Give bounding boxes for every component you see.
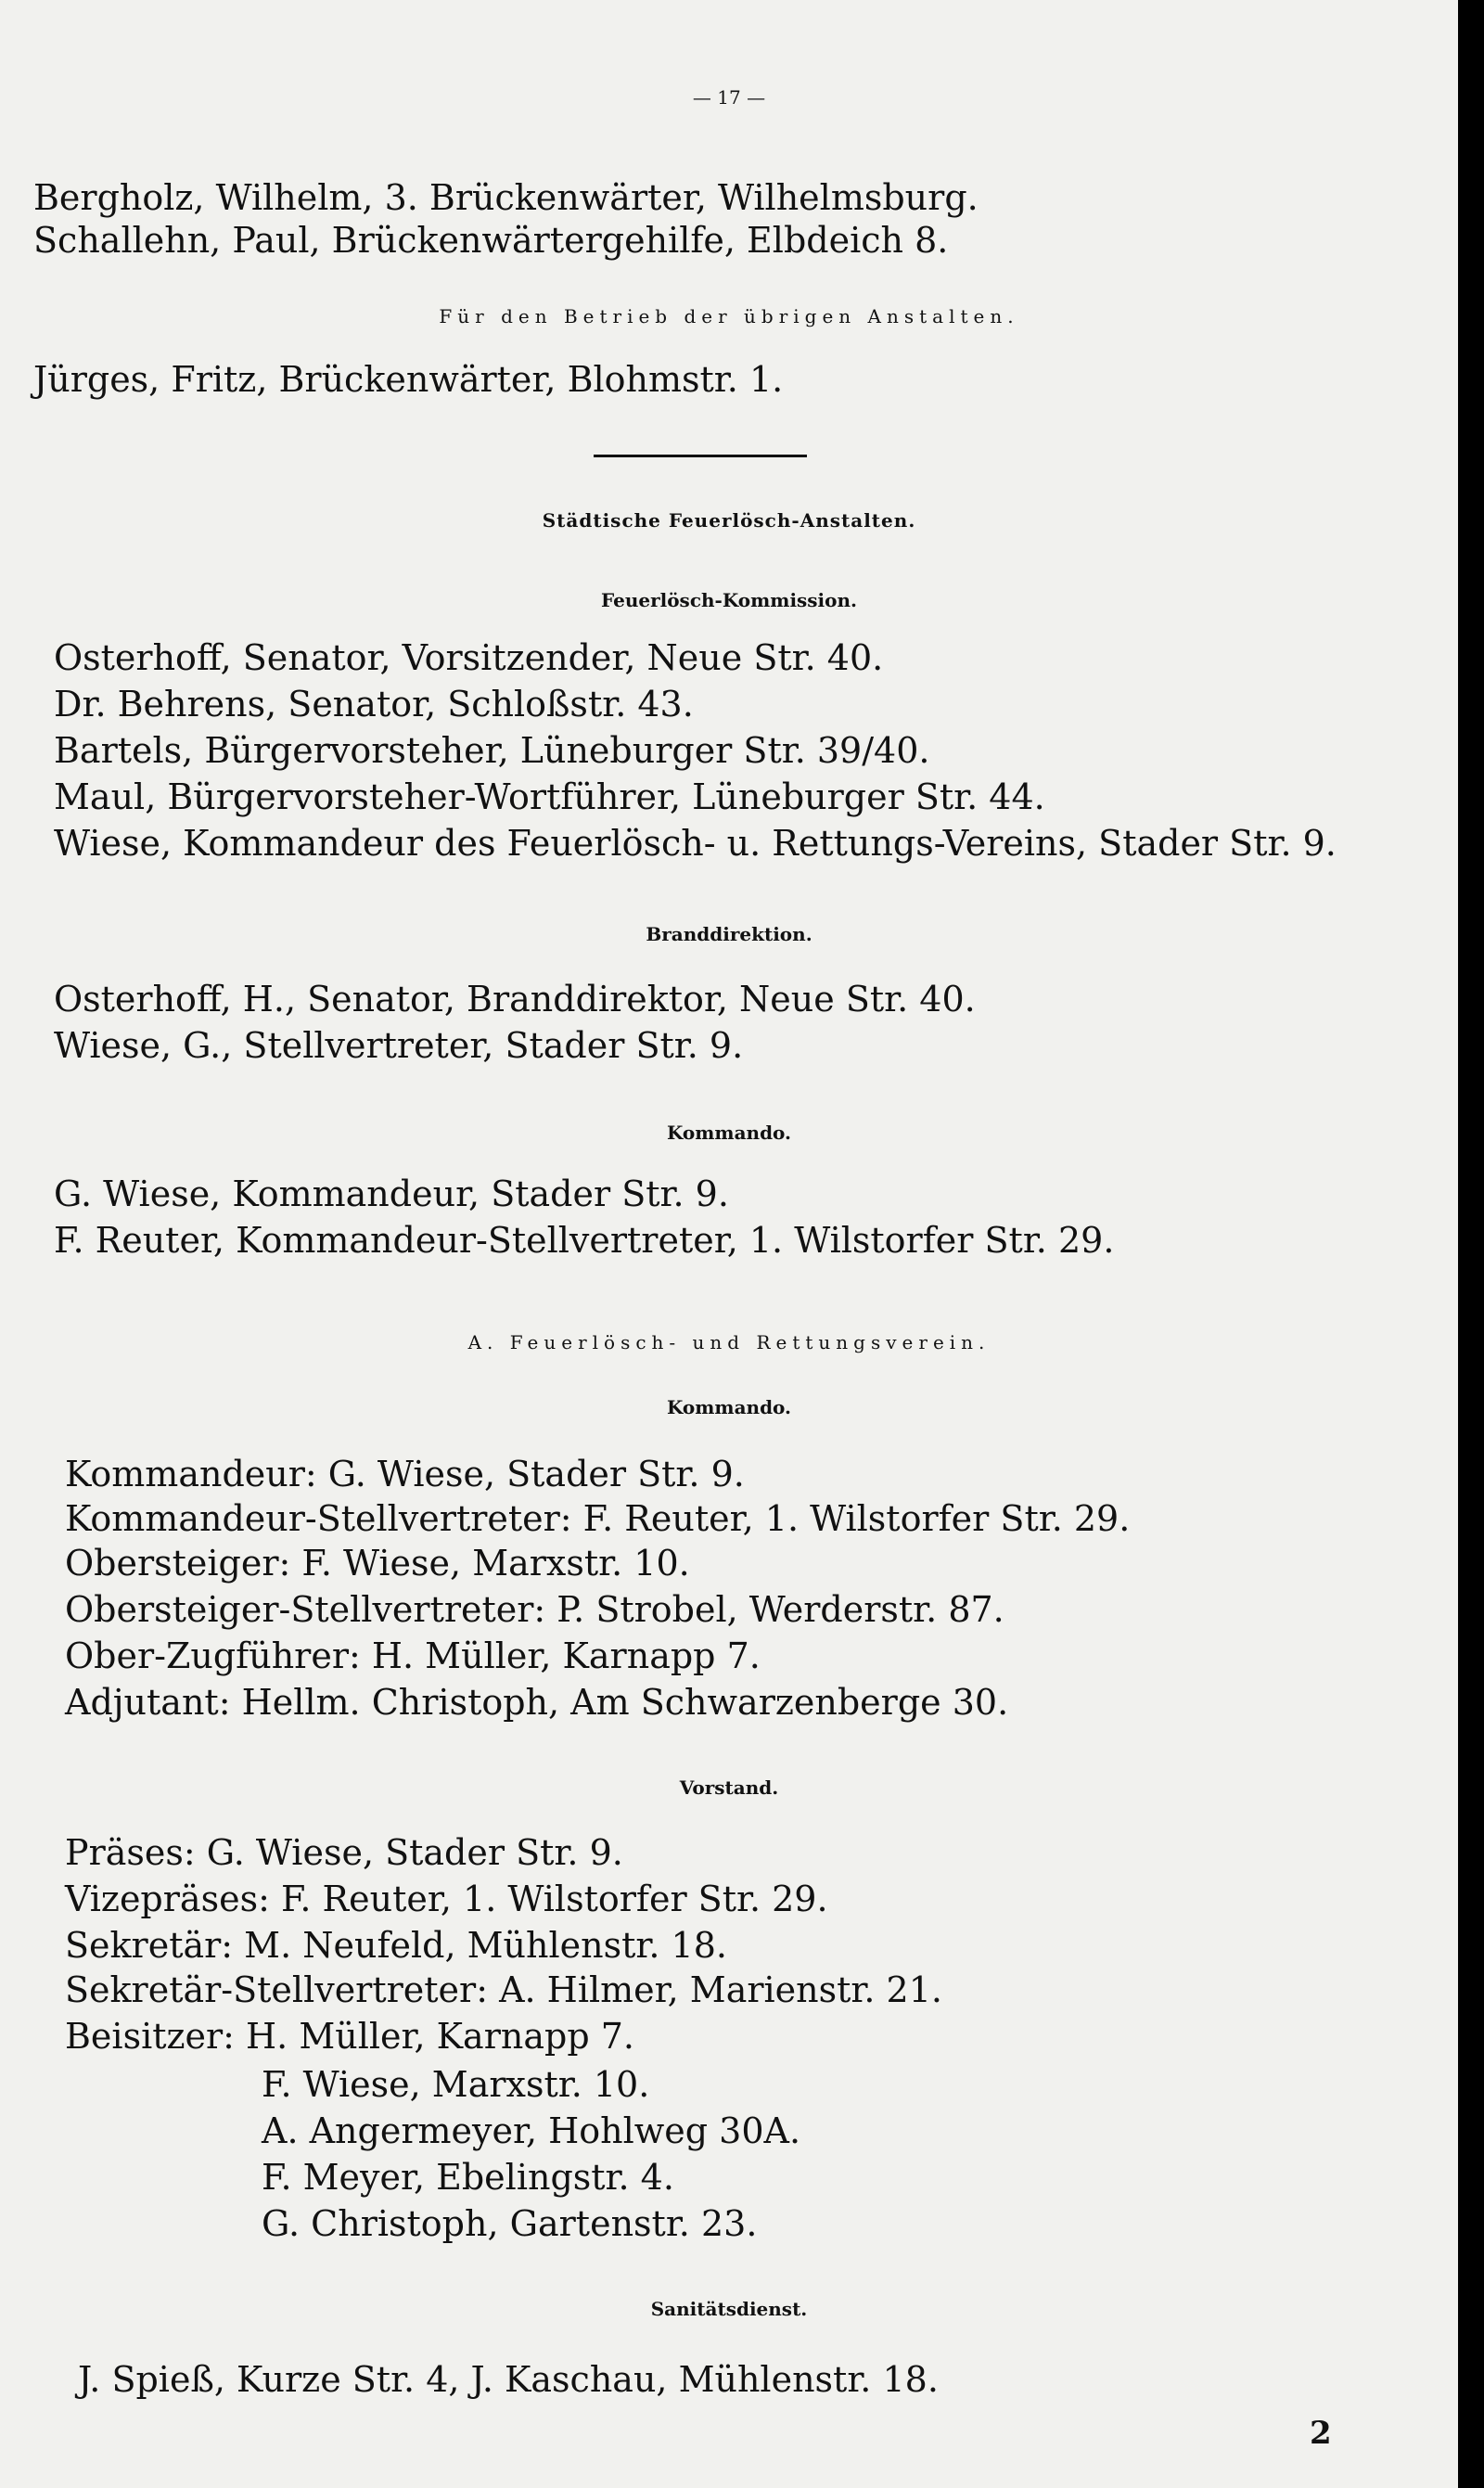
entry-line: Kommandeur-Stellvertreter: F. Reuter, 1. Wilstorfer Str. 29. xyxy=(65,1498,1131,1539)
section-heading: Vorstand. xyxy=(679,1776,779,1799)
entry-line: Kommandeur: G. Wiese, Stader Str. 9. xyxy=(65,1454,745,1494)
entry-line: Osterhoff, H., Senator, Branddirektor, Neue Str. 40. xyxy=(54,979,976,1020)
section-heading: Feuerlösch-Kommission. xyxy=(600,589,857,611)
entry-line: Sekretär-Stellvertreter: A. Hilmer, Marienstr. 21. xyxy=(65,1969,942,2010)
entry-line: Bergholz, Wilhelm, 3. Brückenwärter, Wilhelmsburg. xyxy=(33,177,979,218)
entry-line: Bartels, Bürgervorsteher, Lüneburger Str. 39/40. xyxy=(54,730,930,771)
entry-line: Schallehn, Paul, Brückenwärtergehilfe, Elbdeich 8. xyxy=(33,220,949,261)
section-heading: Für den Betrieb der übrigen Anstalten. xyxy=(439,305,1019,327)
entry-line: F. Meyer, Ebelingstr. 4. xyxy=(262,2157,674,2198)
entry-line: G. Wiese, Kommandeur, Stader Str. 9. xyxy=(54,1173,729,1214)
entry-line: Osterhoff, Senator, Vorsitzender, Neue Str. 40. xyxy=(54,637,884,678)
entry-line: Sekretär: M. Neufeld, Mühlenstr. 18. xyxy=(65,1925,727,1966)
entry-line: Maul, Bürgervorsteher-Wortführer, Lüneburger Str. 44. xyxy=(54,776,1045,817)
entry-line: Präses: G. Wiese, Stader Str. 9. xyxy=(65,1832,623,1873)
entry-line: F. Reuter, Kommandeur-Stellvertreter, 1. Wilstorfer Str. 29. xyxy=(54,1220,1115,1261)
section-heading: A. Feuerlösch- und Rettungsverein. xyxy=(467,1331,991,1353)
entry-line: Obersteiger-Stellvertreter: P. Strobel, Werderstr. 87. xyxy=(65,1589,1004,1630)
section-heading: Kommando. xyxy=(666,1396,792,1418)
entry-line: Wiese, G., Stellvertreter, Stader Str. 9. xyxy=(54,1025,744,1066)
entry-line: J. Spieß, Kurze Str. 4, J. Kaschau, Mühlenstr. 18. xyxy=(78,2359,939,2400)
entry-line: Beisitzer: H. Müller, Karnapp 7. xyxy=(65,2016,634,2057)
section-heading: Sanitätsdienst. xyxy=(650,2298,808,2320)
main-heading: Städtische Feuerlösch-Anstalten. xyxy=(542,509,916,532)
page-number: — 17 — xyxy=(692,86,766,109)
signature-mark: 2 xyxy=(1310,2415,1332,2452)
divider-rule xyxy=(594,455,807,457)
entry-line: G. Christoph, Gartenstr. 23. xyxy=(262,2203,758,2244)
entry-line: Wiese, Kommandeur des Feuerlösch- u. Rettungs-Vereins, Stader Str. 9. xyxy=(54,823,1337,864)
entry-line: Obersteiger: F. Wiese, Marxstr. 10. xyxy=(65,1543,690,1584)
section-heading: Branddirektion. xyxy=(646,923,812,945)
entry-line: Adjutant: Hellm. Christoph, Am Schwarzenberge 30. xyxy=(65,1682,1009,1723)
section-heading: Kommando. xyxy=(666,1122,792,1144)
entry-line: A. Angermeyer, Hohlweg 30A. xyxy=(262,2110,801,2151)
entry-line: Jürges, Fritz, Brückenwärter, Blohmstr. 1. xyxy=(33,359,784,400)
entry-line: Vizepräses: F. Reuter, 1. Wilstorfer Str. 29. xyxy=(65,1879,828,1919)
entry-line: Ober-Zugführer: H. Müller, Karnapp 7. xyxy=(65,1635,761,1676)
entry-line: Dr. Behrens, Senator, Schloßstr. 43. xyxy=(54,684,694,725)
entry-line: F. Wiese, Marxstr. 10. xyxy=(262,2064,650,2105)
